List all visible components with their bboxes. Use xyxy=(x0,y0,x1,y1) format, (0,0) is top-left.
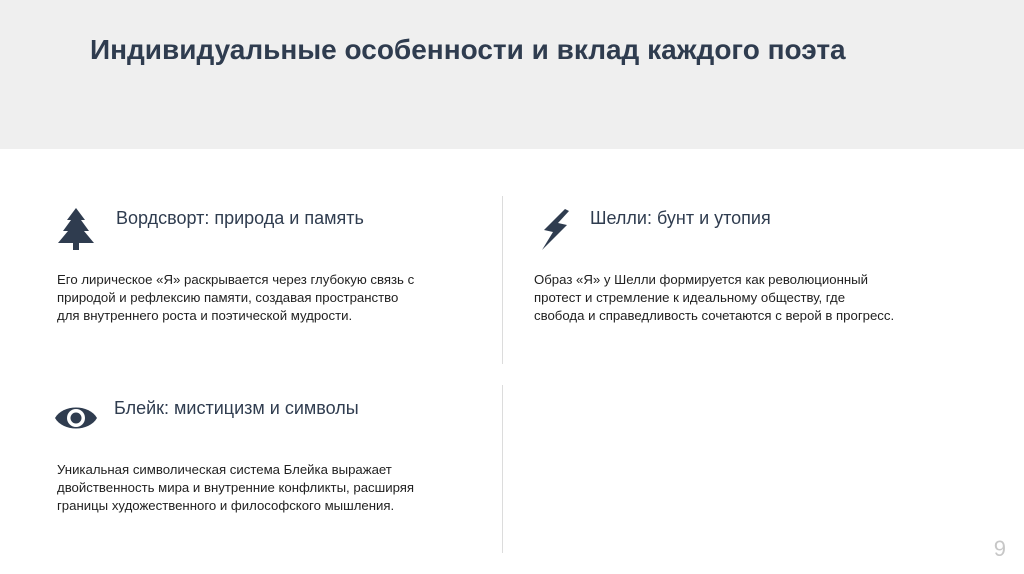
text-line: Образ «Я» у Шелли формируется как революционный xyxy=(534,272,868,287)
text-line: Уникальная символическая система Блейка выражает xyxy=(57,462,392,477)
header-band xyxy=(0,0,1024,149)
column-divider xyxy=(502,385,503,553)
card-text-wordsworth xyxy=(57,271,414,325)
card-title-wordsworth: Вордсворт: природа и память xyxy=(116,208,364,228)
page-number: 9 xyxy=(993,536,1006,561)
tree-icon xyxy=(52,205,100,253)
card-title-shelley: Шелли: бунт и утопия xyxy=(590,208,771,228)
text-line: для внутреннего роста и поэтической мудрости. xyxy=(57,308,353,323)
card-title-blake: Блейк: мистицизм и символы xyxy=(114,398,359,418)
slide-title: Индивидуальные особенности и вклад каждого поэта xyxy=(90,34,846,65)
lightning-icon xyxy=(530,205,578,253)
text-line: природой и рефлексию памяти, создавая пространство xyxy=(57,290,399,305)
text-line: Его лирическое «Я» раскрывается через глубокую связь с xyxy=(57,272,415,287)
column-divider xyxy=(502,196,503,364)
eye-icon xyxy=(52,394,100,442)
text-line: границы художественного и философского мышления. xyxy=(57,498,395,513)
text-line: двойственность мира и внутренние конфликты, расширяя xyxy=(57,480,415,495)
card-text-shelley xyxy=(534,271,894,325)
text-line: свобода и справедливость сочетаются с верой в прогресс. xyxy=(534,308,895,323)
text-line: протест и стремление к идеальному обществу, где xyxy=(534,290,846,305)
card-text-blake xyxy=(57,461,414,515)
